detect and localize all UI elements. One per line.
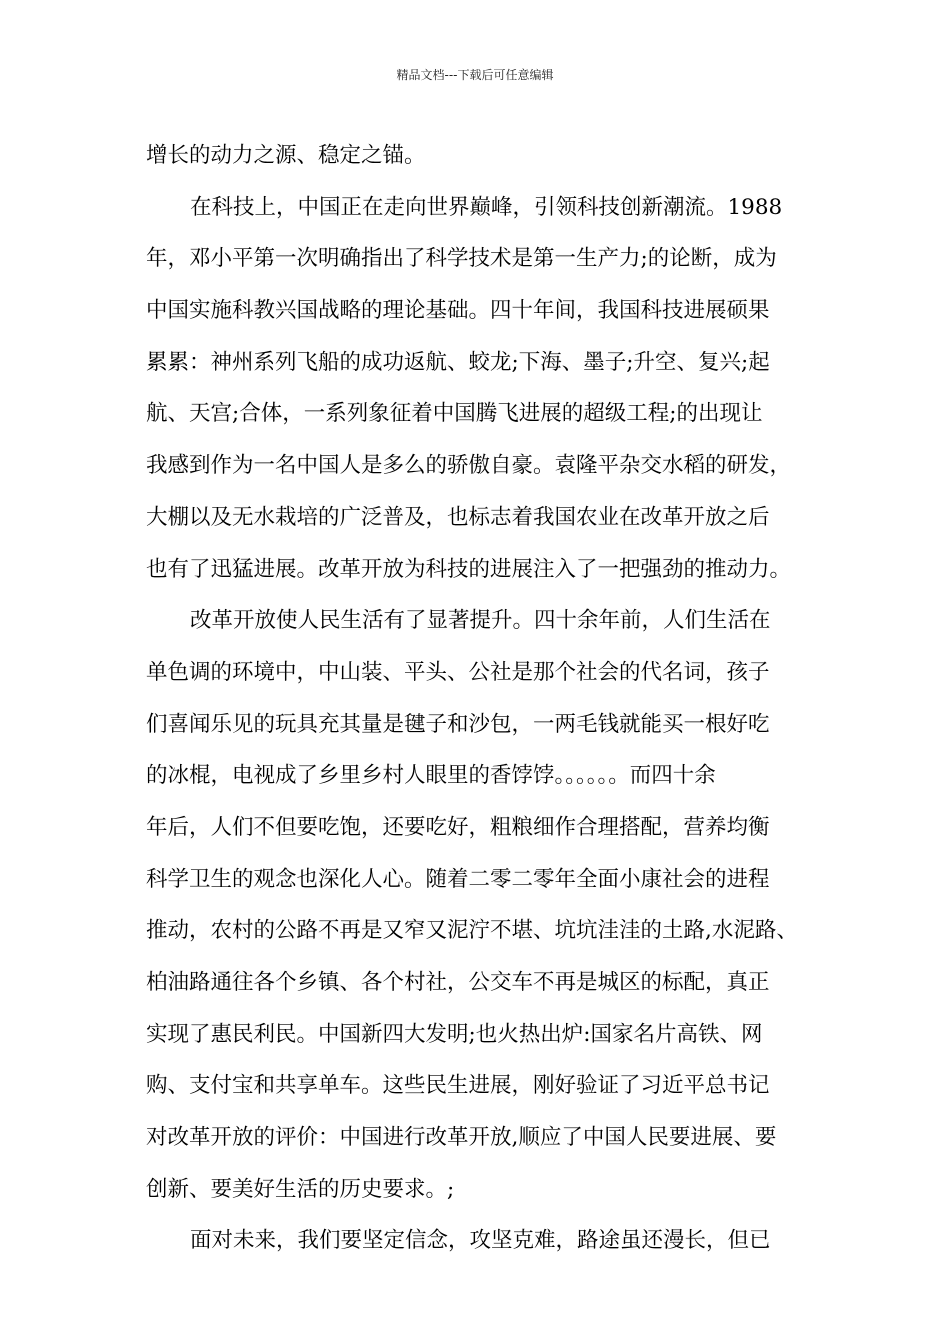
text-line: 实现了惠民利民。中国新四大发明;也火热出炉:国家名片高铁、网 (146, 1021, 763, 1047)
text-line: 也有了迅猛进展。改革开放为科技的进展注入了一把强劲的推动力。 (146, 556, 792, 582)
page-header: 精品文档---下载后可任意编辑 (396, 68, 554, 82)
text-line: 年，邓小平第一次明确指出了科学技术是第一生产力;的论断，成为 (146, 246, 777, 272)
text-line: 对改革开放的评价：中国进行改革开放,顺应了中国人民要进展、要 (146, 1125, 777, 1151)
text-line: 改革开放使人民生活有了显著提升。四十余年前，人们生活在 (190, 608, 771, 634)
text-line: 中国实施科教兴国战略的理论基础。四十年间，我国科技进展硕果 (146, 298, 770, 324)
text-line: 面对未来，我们要坚定信念，攻坚克难，路途虽还漫长，但已 (190, 1228, 771, 1254)
text-line: 航、天宫;合体，一系列象征着中国腾飞进展的超级工程;的出现让 (146, 401, 763, 427)
text-line: 我感到作为一名中国人是多么的骄傲自豪。袁隆平杂交水稻的研发， (146, 453, 792, 479)
text-line: 累累：神州系列飞船的成功返航、蛟龙;下海、墨子;升空、复兴;起 (146, 349, 770, 375)
text-line: 购、支付宝和共享单车。这些民生进展，刚好验证了习近平总书记 (146, 1073, 770, 1099)
text-line: 创新、要美好生活的历史要求。; (146, 1176, 455, 1202)
text-line: 们喜闻乐见的玩具充其量是毽子和沙包，一两毛钱就能买一根好吃 (146, 711, 770, 737)
text-line: 在科技上，中国正在走向世界巅峰，引领科技创新潮流。1988 (190, 194, 783, 220)
text-line: 的冰棍，电视成了乡里乡村人眼里的香饽饽。。。。。。而四十余 (146, 763, 716, 789)
text-line: 柏油路通往各个乡镇、各个村社，公交车不再是城区的标配，真正 (146, 970, 770, 995)
text-line: 推动，农村的公路不再是又窄又泥泞不堪、坑坑洼洼的土路,水泥路、 (146, 918, 798, 944)
text-line: 科学卫生的观念也深化人心。随着二零二零年全面小康社会的进程 (146, 866, 770, 892)
text-line: 大棚以及无水栽培的广泛普及，也标志着我国农业在改革开放之后 (146, 504, 770, 530)
text-line: 增长的动力之源、稳定之锚。 (146, 143, 426, 168)
text-line: 年后，人们不但要吃饱，还要吃好，粗粮细作合理搭配，营养均衡 (146, 814, 770, 840)
text-line: 单色调的环境中，中山装、平头、公社是那个社会的代名词，孩子 (146, 659, 770, 685)
document-body (146, 130, 810, 1267)
